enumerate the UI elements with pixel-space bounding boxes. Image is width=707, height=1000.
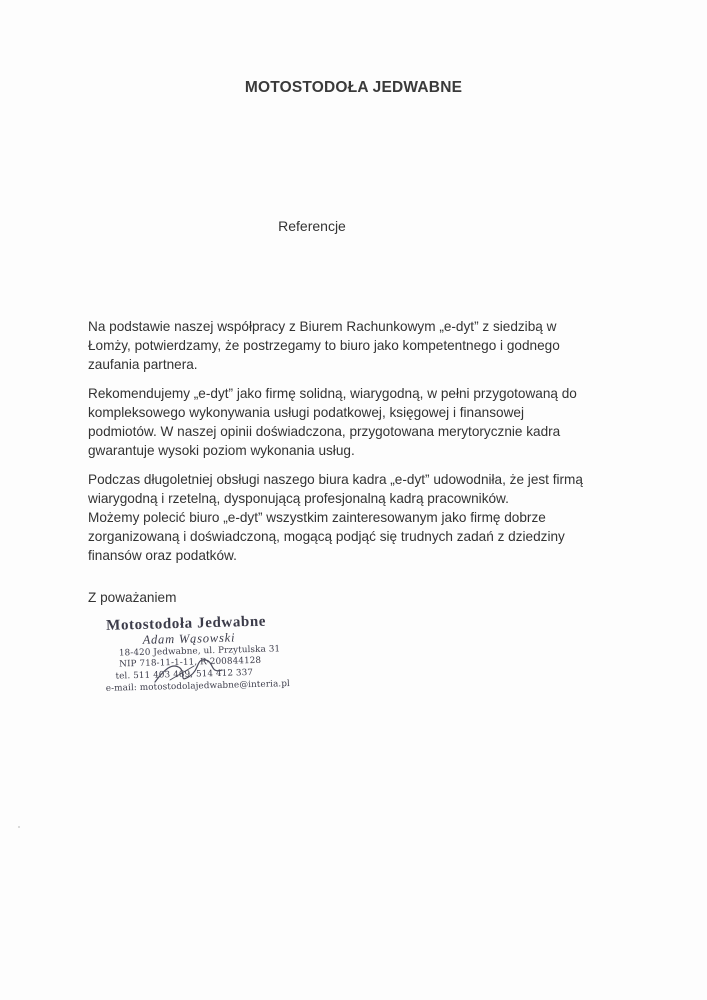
text-line: zorganizowaną i doświadczoną, mogącą podjąć się trudnych zadań z dziedziny (88, 529, 565, 544)
scan-speck (18, 826, 20, 828)
stamp-address: 18-420 Jedwabne, ul. Przytulska 31 (118, 644, 281, 659)
text-line: zaufania partnera. (88, 357, 198, 372)
text-line: podmiotów. W naszej opinii doświadczona, przygotowana merytorycznie kadra (88, 424, 561, 439)
text-line: Na podstawie naszej współpracy z Biurem Rachunkowym „e-dyt” z siedzibą w (88, 319, 557, 334)
text-line: wiarygodną i rzetelną, dysponującą profesjonalną kadrą pracowników. (88, 491, 509, 506)
stamp-tax-ids: NIP 718-11-1-11, R-200844128 (119, 655, 262, 670)
paragraph-cooperation (88, 317, 648, 374)
text-line: kompleksowego wykonywania usługi podatkowej, księgowej i finansowej (88, 405, 524, 420)
closing-salutation: Z poważaniem (88, 590, 177, 605)
text-line: Możemy polecić biuro „e-dyt” wszystkim zainteresowanym jako firmę dobrze (88, 510, 546, 525)
company-stamp (100, 613, 302, 703)
letterhead-title: MOTOSTODOŁA JEDWABNE (244, 79, 463, 96)
letter-subject: Referencje (278, 218, 346, 234)
text-line: Rekomendujemy „e-dyt” jako firmę solidną, wiarygodną, w pełni przygotowaną do (88, 386, 577, 401)
text-line: Podczas długoletniej obsługi naszego biura kadra „e-dyt” udowodniła, że jest firmą (88, 472, 583, 487)
text-line: finansów oraz podatków. (88, 548, 237, 563)
text-line: Łomży, potwierdzamy, że postrzegamy to biuro jako kompetentnego i godnego (88, 338, 560, 353)
paragraph-recommendation (88, 384, 648, 460)
stamp-phone: tel. 511 403 469, 514 412 337 (115, 668, 254, 682)
stamp-company-name: Motostodoła Jedwabne (105, 613, 267, 634)
paragraph-experience (88, 470, 648, 565)
stamp-email: e-mail: motostodolajedwabne@interia.pl (105, 679, 291, 694)
text-line: gwarantuje wysoki poziom wykonania usług. (88, 443, 355, 458)
stamp-owner-name: Adam Wąsowski (142, 630, 236, 647)
